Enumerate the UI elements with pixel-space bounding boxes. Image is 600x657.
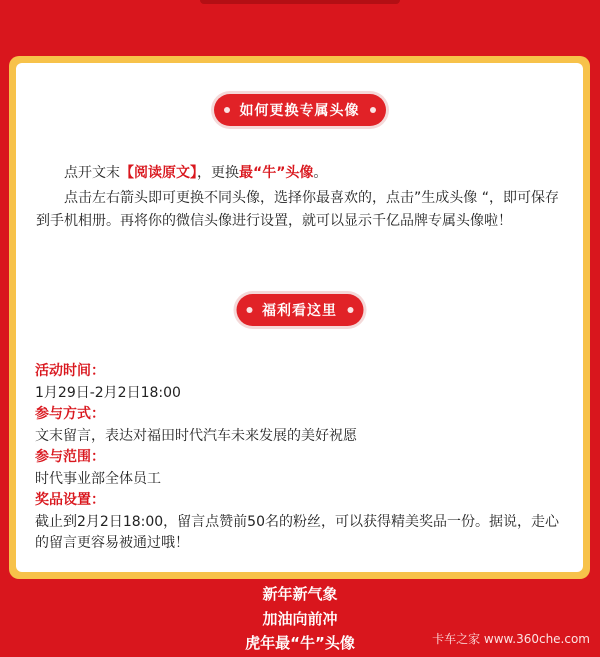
activity-time-value: 1月29日-2月2日18:00: [35, 384, 181, 401]
slogan-line: 新年新气象: [262, 585, 338, 603]
instruction-paragraph-1: [36, 162, 563, 185]
top-banner-tab: [200, 0, 400, 4]
participation-method-value: 文末留言，表达对福田时代汽车未来发展的美好祝愿: [35, 427, 357, 444]
content-card: [16, 63, 583, 572]
participation-scope-label: 参与范围：: [35, 449, 105, 465]
para1-prefix: 点开文末: [64, 165, 120, 181]
title-pill-benefits: 福利看这里: [236, 294, 363, 326]
participation-method-label: 参与方式：: [35, 406, 105, 422]
activity-info: [35, 361, 565, 555]
slogan-line: 加油向前冲: [262, 609, 338, 628]
site-watermark: 卡车之家 www.360che.com: [432, 632, 590, 646]
participation-scope-value: 时代事业部全体员工: [35, 470, 161, 487]
para1-suffix: 。: [313, 165, 328, 181]
read-original-link[interactable]: 【阅读原文】: [120, 165, 197, 181]
activity-time-label: 活动时间：: [35, 363, 105, 379]
slogan-line: 虎年最“牛”头像: [245, 634, 355, 652]
content-card-frame: [9, 56, 590, 579]
title-pill-change-avatar: 如何更换专属头像: [214, 94, 386, 126]
prize-settings-value: 截止到2月2日18:00，留言点赞前50名的粉丝，可以获得精美奖品一份。据说，走心的留言更容易被通过哦！: [35, 513, 559, 551]
prize-settings-label: 奖品设置：: [35, 492, 105, 508]
instruction-paragraph-2: 点击左右箭头即可更换不同头像，选择你最喜欢的，点击”生成头像 “，即可保存到手机相册。再将你的微信头像进行设置，就可以显示千亿品牌专属头像啦！: [36, 190, 559, 229]
para1-highlight: 最“牛”头像: [239, 165, 314, 181]
para1-middle: ，更换: [197, 165, 239, 181]
